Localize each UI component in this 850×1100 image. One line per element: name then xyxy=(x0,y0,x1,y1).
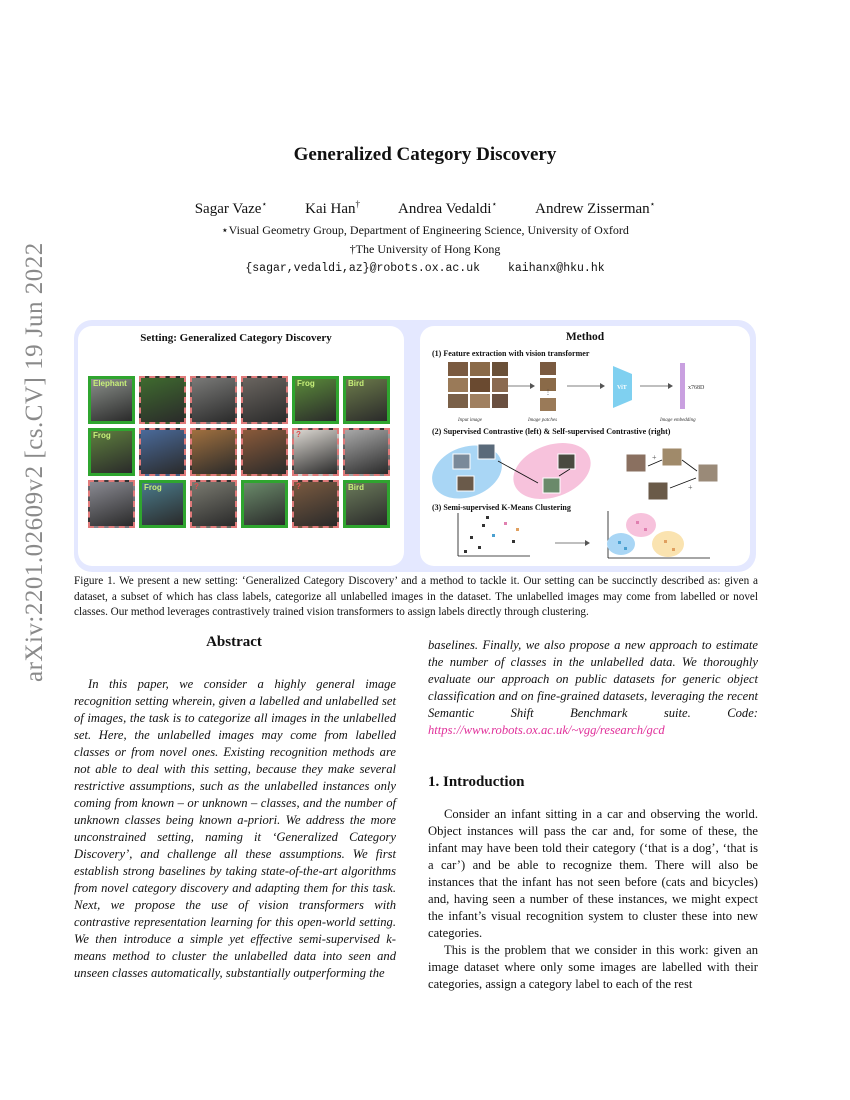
email-hku[interactable]: kaihanx@hku.hk xyxy=(508,262,605,275)
data-point xyxy=(672,548,675,551)
class-label: Frog xyxy=(297,379,315,388)
plus-mark: + xyxy=(652,453,657,462)
unknown-class-mark: ? xyxy=(194,482,199,491)
unlabelled-image xyxy=(190,480,237,528)
unlabelled-image xyxy=(190,376,237,424)
figure-caption: Figure 1. We present a new setting: ‘Generalized Category Discovery’ and a method to tackle it. Our setting can be succinctly described as: given a dataset, a subset of which has class labels, categorize all unlabelled images in the dataset. The unlabelled images may come from labelled or novel classes. Our method leverages contrastively trained vision transformers to assign labels directly through clustering. xyxy=(74,575,758,619)
class-label: Elephant xyxy=(93,379,127,388)
emails xyxy=(0,262,850,275)
data-point xyxy=(486,516,489,519)
unlabelled-image xyxy=(139,428,186,476)
thumb xyxy=(543,478,560,493)
thumb xyxy=(662,448,682,466)
svg-text:⋮: ⋮ xyxy=(545,390,551,396)
vit-label: ViT xyxy=(617,385,627,391)
data-point xyxy=(470,536,473,539)
abstract-heading: Abstract xyxy=(206,634,262,650)
input-image-patches xyxy=(448,362,508,408)
method-panel-title: Method xyxy=(565,331,605,343)
data-point xyxy=(512,540,515,543)
unlabelled-image xyxy=(190,428,237,476)
data-point xyxy=(504,522,507,525)
unlabelled-image xyxy=(88,480,135,528)
arrow-head xyxy=(668,383,673,389)
thumb xyxy=(698,464,718,482)
data-point xyxy=(482,524,485,527)
data-point xyxy=(478,546,481,549)
data-point xyxy=(618,541,621,544)
thumb xyxy=(453,454,470,469)
class-label: Bird xyxy=(348,379,364,388)
introduction-text xyxy=(428,806,758,993)
data-point xyxy=(492,534,495,537)
author-list xyxy=(0,199,850,218)
labelled-image xyxy=(88,376,135,424)
thumb xyxy=(478,444,495,459)
thumb xyxy=(626,454,646,472)
arrow-head xyxy=(585,540,590,546)
data-point xyxy=(624,547,627,550)
setting-panel-title: Setting: Generalized Category Discovery xyxy=(140,332,332,344)
method-step-1: (1) Feature extraction with vision transformer xyxy=(432,349,590,358)
labelled-image xyxy=(241,480,288,528)
unlabelled-image xyxy=(343,428,390,476)
contrast-arrow xyxy=(682,460,697,471)
author: Sagar Vaze⋆ xyxy=(194,199,268,217)
labelled-image xyxy=(343,376,390,424)
image-patches-label: Image patches xyxy=(528,418,558,423)
image-embedding-label: Image embedding xyxy=(660,418,696,423)
labelled-image xyxy=(343,480,390,528)
author: Andrew Zisserman⋆ xyxy=(535,199,656,217)
image-grid xyxy=(88,376,390,528)
paragraph: Consider an infant sitting in a car and observing the world. Object instances will pass the car and, for some of these, the infant may have been told their category (‘that is a dog’, ‘that is a car’) and be able to recognize them. There will also be instances that the infant has not seen before (cats and bicycles) and, having seen a number of these instances, we might expect the infant’s visual recognition system to cluster these into new categories. xyxy=(428,807,758,940)
affiliation-oxford: ⋆Visual Geometry Group, Department of Engineering Science, University of Oxford xyxy=(221,223,629,237)
image-patches-column xyxy=(540,362,556,411)
data-point xyxy=(636,521,639,524)
input-image-label: Input image xyxy=(458,418,483,423)
affiliation-hku: †The University of Hong Kong xyxy=(349,242,501,256)
abstract-text: In this paper, we consider a highly general image recognition setting wherein, given a labelled and unlabelled set of images, the task is to categorize all images in the unlabelled set. Here, the unlabelled images may come from labelled classes or from novel ones. Existing recognition methods are not able to deal with this setting, because they make several restrictive assumptions, such as the unlabelled instances only coming from known – or unknown – classes, and the number of unknown classes being known a-priori. We address the more unconstrained setting, naming it ‘Generalized Category Discovery’, and challenge all these assumptions. We first establish strong baselines by taking state-of-the-art algorithms from novel category discovery and adapting them for this task. Next, we propose the use of vision transformers with contrastive representation learning for this open-world setting. We then introduce a simple yet effective semi-supervised k-means method to cluster the unlabelled data into seen and unseen classes automatically, substantially outperforming the xyxy=(74,677,396,980)
unlabelled-image xyxy=(292,480,339,528)
labelled-image xyxy=(292,376,339,424)
thumb xyxy=(648,482,668,500)
unknown-class-mark: ? xyxy=(296,482,301,491)
labelled-image xyxy=(139,480,186,528)
method-diagram xyxy=(420,326,750,566)
data-point xyxy=(664,540,667,543)
abstract-text-continued: baselines. Finally, we also propose a new approach to estimate the number of classes in the unlabelled data. We thoroughly evaluate our approach on public datasets for generic object classification and on fine-grained datasets, leveraging the recent Semantic Shift Benchmark suite. Code: https://www.robots.ox.ac.uk/~vgg/research/gcd xyxy=(428,638,758,737)
embedding-bar xyxy=(680,363,685,409)
class-label: Frog xyxy=(144,483,162,492)
class-label: Bird xyxy=(348,483,364,492)
paper-title: Generalized Category Discovery xyxy=(293,144,557,165)
code-link[interactable]: https://www.robots.ox.ac.uk/~vgg/research/gcd xyxy=(428,723,665,737)
plus-mark: + xyxy=(688,483,693,492)
unlabelled-image xyxy=(241,428,288,476)
labelled-image xyxy=(88,428,135,476)
paragraph: This is the problem that we consider in this work: given an image dataset where only some images are labelled with their categories, assign a category label to each of the rest xyxy=(428,943,758,991)
cluster-pink xyxy=(626,513,656,537)
cluster-yellow xyxy=(652,531,684,557)
supervised-cluster-blue xyxy=(425,436,510,508)
data-point xyxy=(464,550,467,553)
arxiv-sidebar xyxy=(13,242,53,682)
thumb xyxy=(457,476,474,491)
unlabelled-image xyxy=(241,376,288,424)
section-heading-introduction: 1. Introduction xyxy=(428,774,525,790)
unlabelled-image xyxy=(292,428,339,476)
unknown-class-mark: ? xyxy=(296,430,301,439)
method-step-2: (2) Supervised Contrastive (left) & Self-supervised Contrastive (right) xyxy=(432,427,671,436)
class-label: Frog xyxy=(93,431,111,440)
arrow-head xyxy=(530,383,535,389)
thumb xyxy=(558,454,575,469)
author: Kai Han† xyxy=(305,199,361,217)
author: Andrea Vedaldi⋆ xyxy=(398,199,498,217)
supervised-cluster-pink xyxy=(506,433,599,509)
email-oxford[interactable]: {sagar,vedaldi,az}@robots.ox.ac.uk xyxy=(245,262,480,275)
data-point xyxy=(516,528,519,531)
unlabelled-image xyxy=(139,376,186,424)
arxiv-id: arXiv:2201.02609v2 [cs.CV] 19 Jun 2022 xyxy=(21,242,48,682)
embedding-dim: x768D xyxy=(688,385,705,391)
data-point xyxy=(644,528,647,531)
arrow-head xyxy=(600,383,605,389)
method-step-3: (3) Semi-supervised K-Means Clustering xyxy=(432,503,571,512)
